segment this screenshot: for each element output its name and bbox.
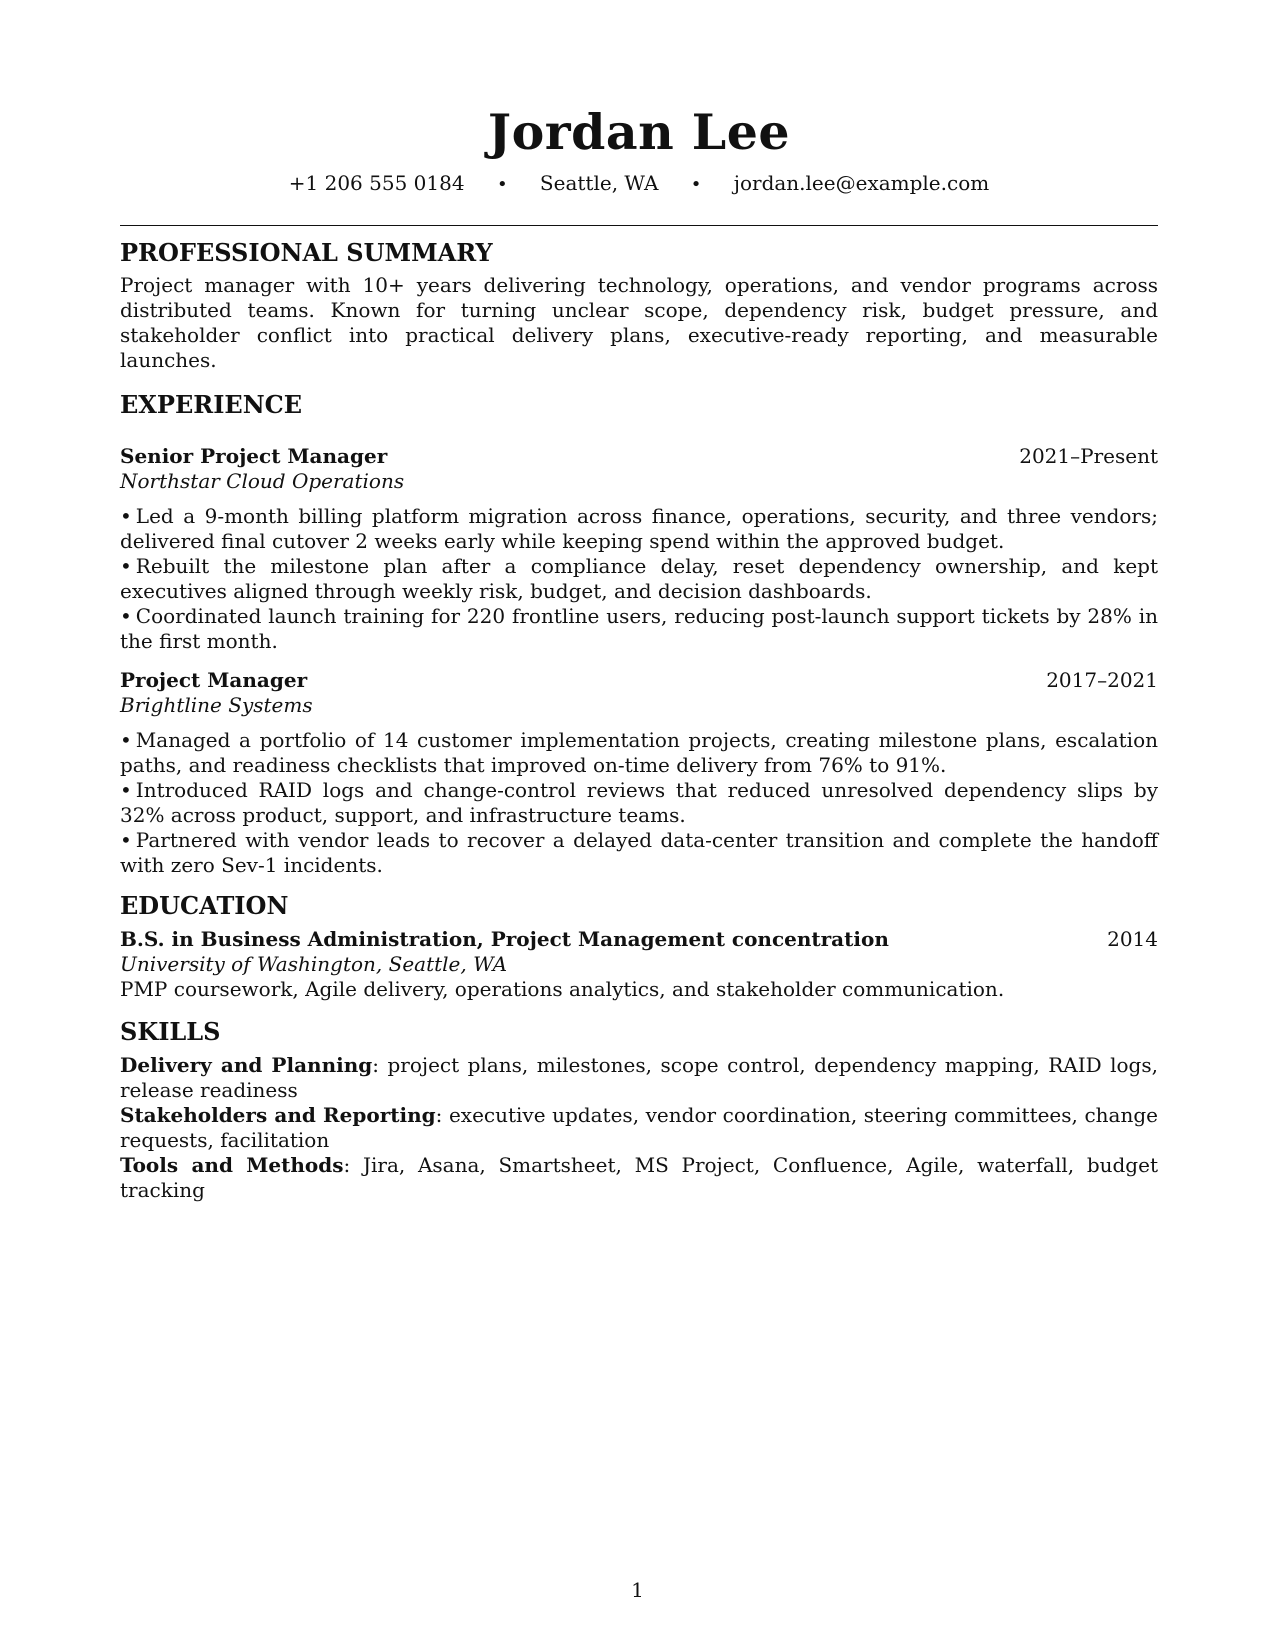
skills-heading: SKILLS [120, 1016, 221, 1046]
skill-category: Delivery and Planning [120, 1052, 373, 1077]
education-header [120, 927, 1158, 952]
skill-list: project plans, milestones, scope control, dependency mapping, RAID logs, release readiness [120, 1052, 1158, 1102]
bullet-text: Partnered with vendor leads to recover a delayed data-center transition and complete the handoff with zero Sev-1 incidents. [120, 828, 1158, 878]
education-heading: EDUCATION [120, 891, 289, 921]
candidate-name: Jordan Lee [487, 103, 791, 161]
job-company: Northstar Cloud Operations [120, 469, 405, 494]
location: Seattle, WA [539, 171, 659, 195]
skill-line: Tools and Methods: Jira, Asana, Smartsheet, MS Project, Confluence, Agile, waterfall, budget tracking [120, 1152, 1158, 1202]
job-title: Senior Project Manager [120, 444, 388, 469]
bullet-text: Managed a portfolio of 14 customer implementation projects, creating milestone plans, escalation paths, and readiness checklists that improved on-time delivery from 76% to 91%. [120, 728, 1158, 778]
job-dates: 2021–Present [1019, 444, 1158, 469]
bullet-text: Introduced RAID logs and change-control reviews that reduced unresolved dependency slips by 32% across product, support, and infrastructure teams. [120, 778, 1158, 828]
contact-line [120, 171, 1158, 196]
bullet-text: Coordinated launch training for 220 frontline users, reducing post-launch support tickets by 28% in the first month. [120, 604, 1158, 654]
job-bullet [120, 604, 1158, 654]
phone-number: +1 206 555 0184 [288, 171, 465, 195]
job-header [120, 668, 1158, 693]
bullet-text: Rebuilt the milestone plan after a compliance delay, reset dependency ownership, and kept executives aligned through weekly risk, budget, and decision dashboards. [120, 554, 1158, 604]
header-divider [120, 225, 1158, 226]
degree: B.S. in Business Administration, Project Management concentration [120, 926, 889, 951]
separator-dot: • [690, 174, 702, 195]
skill-list: executive updates, vendor coordination, steering committees, change requests, facilitation [120, 1102, 1158, 1152]
skill-list: Jira, Asana, Smartsheet, MS Project, Confluence, Agile, waterfall, budget tracking [120, 1152, 1158, 1202]
job-company: Brightline Systems [120, 693, 313, 718]
separator-dot: • [496, 174, 508, 195]
skill-category: Stakeholders and Reporting [120, 1102, 436, 1127]
skill-category: Tools and Methods [120, 1152, 344, 1177]
bullet-dot: • [120, 728, 132, 753]
skill-line: Stakeholders and Reporting: executive updates, vendor coordination, steering committees, change requests, facilitation [120, 1102, 1158, 1152]
email-address: jordan.lee@example.com [733, 171, 990, 195]
summary-heading: PROFESSIONAL SUMMARY [120, 237, 493, 267]
job-bullet [120, 828, 1158, 878]
bullet-dot: • [120, 604, 132, 629]
bullet-dot: • [120, 554, 132, 579]
job-title: Project Manager [120, 668, 308, 693]
job-header [120, 444, 1158, 469]
bullet-dot: • [120, 504, 132, 529]
bullet-dot: • [120, 778, 132, 803]
summary-text: Project manager with 10+ years delivering technology, operations, and vendor programs across distributed teams. Known for turning unclear scope, dependency risk, budget pressure, and stakeholder conflict into practical delivery plans, executive-ready reporting, and measurable launches. [120, 273, 1158, 373]
school: University of Washington, Seattle, WA [120, 951, 508, 976]
job-bullet [120, 504, 1158, 554]
job-bullet [120, 728, 1158, 778]
bullet-dot: • [120, 828, 132, 853]
experience-heading: EXPERIENCE [120, 390, 303, 420]
education-note: PMP coursework, Agile delivery, operations analytics, and stakeholder communication. [120, 976, 1005, 1001]
bullet-text: Led a 9-month billing platform migration across finance, operations, security, and three vendors; delivered final cutover 2 weeks early while keeping spend within the approved budget. [120, 504, 1158, 554]
graduation-year: 2014 [1107, 926, 1158, 951]
job-dates: 2017–2021 [1046, 668, 1158, 693]
page-number: 1 [631, 1578, 644, 1602]
resume-page [120, 100, 1158, 1203]
job-entry [120, 444, 1158, 654]
job-entry [120, 668, 1158, 878]
job-bullet [120, 778, 1158, 828]
skill-line: Delivery and Planning: project plans, milestones, scope control, dependency mapping, RAID logs, release readiness [120, 1052, 1158, 1102]
job-bullet [120, 554, 1158, 604]
